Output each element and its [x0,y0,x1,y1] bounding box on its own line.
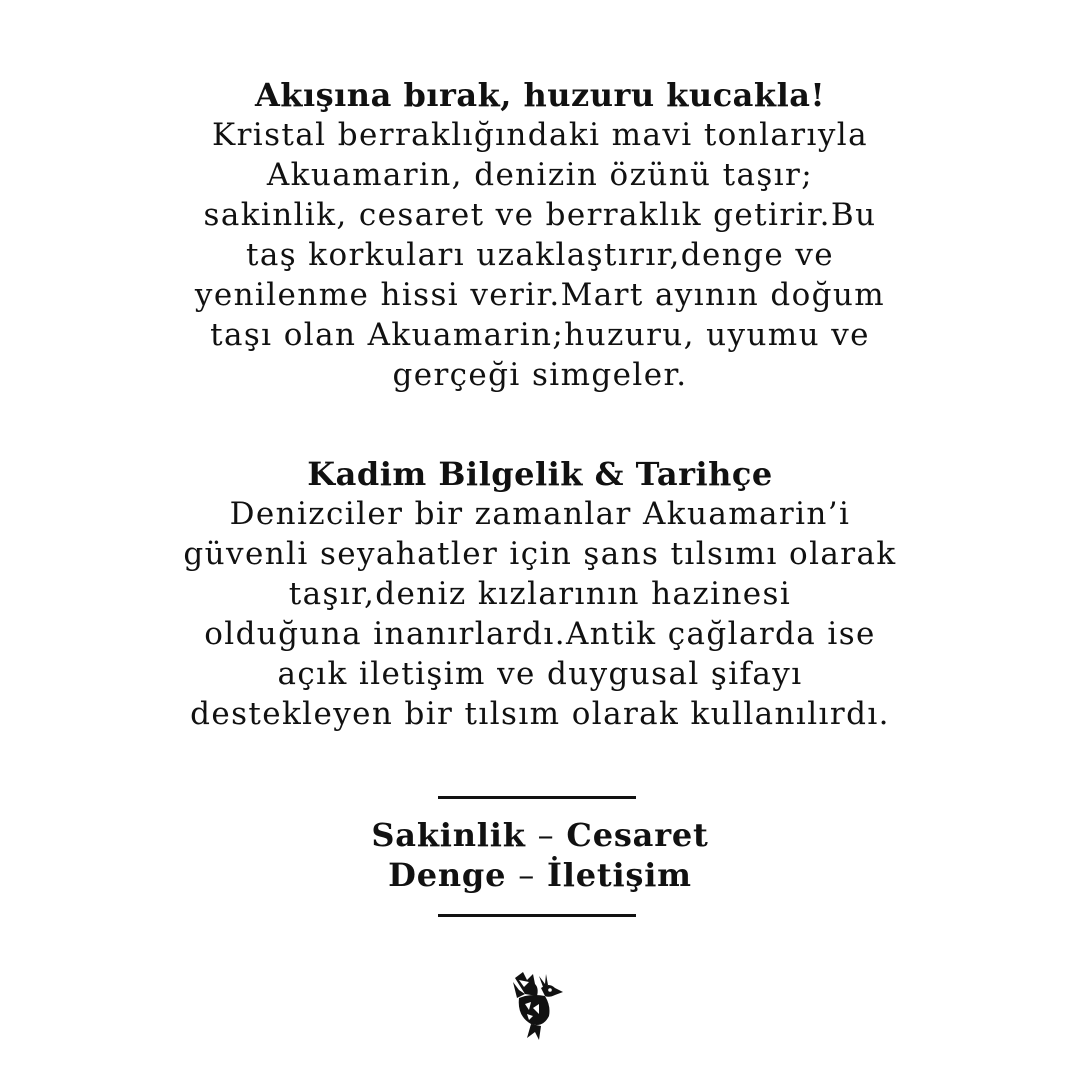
intro-line: Kristal berraklığındaki mavi tonlarıyla [212,117,868,153]
bird-emblem-icon [505,968,565,1048]
intro-line: taş korkuları uzaklaştırır,denge ve [245,237,834,273]
history-line: güvenli seyahatler için şans tılsımı olarak [183,536,897,572]
intro-section [100,75,980,395]
history-section [100,454,980,734]
keywords-row-2 [100,855,980,895]
intro-line: taşı olan Akuamarin;huzuru, uyumu ve [210,317,870,353]
keyword-balance: Denge [388,856,507,894]
keyword-communication: İletişim [546,856,692,894]
divider-top [438,796,636,799]
keywords-row-1 [100,815,980,855]
intro-line: gerçeği simgeler. [392,357,688,393]
intro-heading: Akışına bırak, huzuru kucakla! [254,76,826,114]
history-line: destekleyen bir tılsım olarak kullanılırdı. [190,696,890,732]
history-line: taşır,deniz kızlarının hazinesi [288,576,792,612]
keyword-separator: – [537,816,555,854]
history-heading: Kadim Bilgelik & Tarihçe [307,455,773,493]
intro-line: yenilenme hissi verir.Mart ayının doğum [194,277,886,313]
history-line: Denizciler bir zamanlar Akuamarin’i [229,496,851,532]
divider-bottom [438,914,636,917]
keyword-courage: Cesaret [566,816,709,854]
keyword-calmness: Sakinlik [371,816,526,854]
intro-line: sakinlik, cesaret ve berraklık getirir.Bu [203,197,877,233]
keyword-separator: – [518,856,536,894]
history-line: olduğuna inanırlardı.Antik çağlarda ise [204,616,876,652]
history-line: açık iletişim ve duygusal şifayı [277,656,803,692]
keywords-block [100,815,980,895]
intro-line: Akuamarin, denizin özünü taşır; [266,157,814,193]
